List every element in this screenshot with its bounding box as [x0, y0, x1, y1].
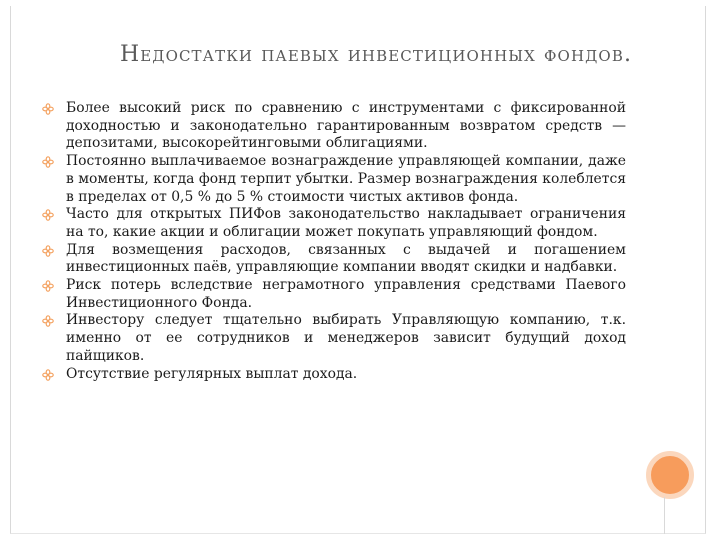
flower-bullet-icon	[42, 245, 54, 257]
bullet-text: Часто для открытых ПИФов законодательство накладывает ограничения на то, какие акции и облигации может покупать управляющий фондом.	[66, 206, 626, 240]
accent-line	[664, 497, 665, 534]
bullet-text: Риск потерь вследствие неграмотного управления средствами Паевого Инвестиционного Фонда.	[66, 277, 626, 311]
bullet-item	[42, 100, 626, 153]
bullet-item	[42, 312, 626, 365]
flower-bullet-icon	[42, 103, 54, 115]
flower-bullet-icon	[42, 209, 54, 221]
bullet-item	[42, 242, 626, 277]
bullet-item	[42, 153, 626, 206]
bullet-item	[42, 366, 626, 384]
slide-title: Недостатки паевых инвестиционных фондов.	[119, 42, 633, 67]
bullet-text: Более высокий риск по сравнению с инструментами с фиксированной доходностью и законодательно гарантированным возвратом средств — депозитами, высокорейтинговыми облигациями.	[66, 100, 626, 152]
flower-bullet-icon	[42, 315, 54, 327]
bullet-text: Инвестору следует тщательно выбирать Управляющую компанию, т.к. именно от ее сотрудников и менеджеров зависит будущий доход пайщиков.	[66, 312, 626, 364]
accent-circle	[646, 451, 694, 499]
bullet-text: Постоянно выплачиваемое вознаграждение управляющей компании, даже в моменты, когда фонд терпит убытки. Размер вознаграждения колеблется в пределах от 0,5 % до 5 % стоимости чистых активов фонда.	[66, 153, 627, 205]
bullet-item	[42, 206, 626, 241]
bullet-text: Отсутствие регулярных выплат дохода.	[66, 365, 358, 382]
flower-bullet-icon	[42, 369, 54, 381]
bullet-item	[42, 277, 626, 312]
flower-bullet-icon	[42, 280, 54, 292]
flower-bullet-icon	[42, 156, 54, 168]
bullet-list	[42, 100, 626, 383]
bullet-text: Для возмещения расходов, связанных с выдачей и погашением инвестиционных паёв, управляющие компании вводят скидки и надбавки.	[66, 241, 626, 276]
